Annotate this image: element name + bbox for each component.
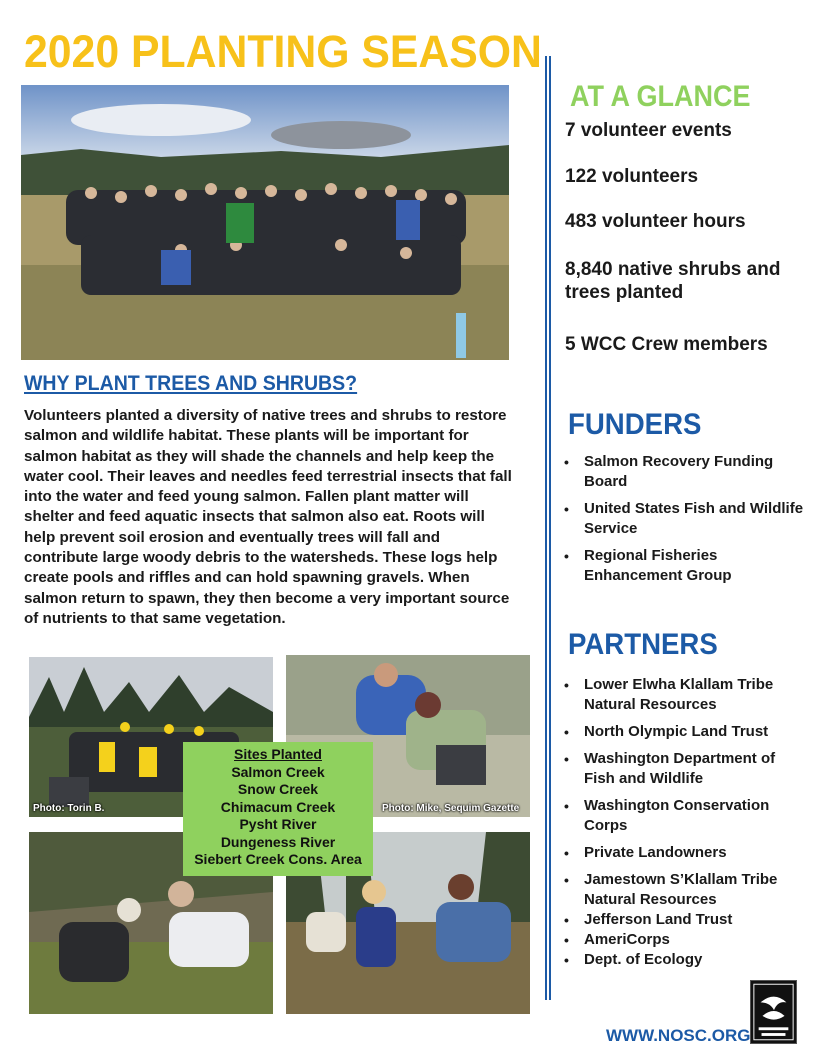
glance-heading: AT A GLANCE (570, 80, 751, 113)
site-item: Salmon Creek (231, 763, 325, 780)
website-link[interactable]: WWW.NOSC.ORG (606, 1026, 751, 1045)
partner-item: • Washington Conservation Corps (560, 796, 810, 836)
site-item: Snow Creek (237, 781, 319, 797)
partner-item: • North Olympic Land Trust (560, 722, 810, 742)
partner-item: • Lower Elwha Klallam Tribe Natural Resources (560, 675, 810, 715)
stat-volunteers: 122 volunteers (565, 166, 699, 187)
funder-item: • United States Fish and Wildlife Service (560, 499, 810, 539)
page-title: 2020 PLANTING SEASON (24, 26, 542, 77)
funder-item: • Salmon Recovery Funding Board (560, 452, 810, 492)
partners-list (560, 675, 810, 970)
site-item: Pysht River (239, 816, 317, 832)
column-divider (545, 56, 551, 1000)
partner-item: • AmeriCorps (560, 930, 810, 950)
funder-item: • Regional Fisheries Enhancement Group (560, 546, 810, 586)
photo-caption: Photo: Mike, Sequim Gazette (382, 803, 520, 814)
stat-plants: 8,840 native shrubs and trees planted (565, 259, 781, 303)
partner-item: • Private Landowners (560, 843, 810, 863)
funders-list (560, 452, 810, 586)
site-item: Chimacum Creek (220, 798, 336, 815)
photo-caption: Photo: Torin B. (33, 803, 105, 814)
partner-item: • Jefferson Land Trust (560, 910, 810, 930)
site-item: Siebert Creek Cons. Area (194, 851, 362, 867)
group-photo (21, 85, 509, 360)
partner-item: • Washington Department of Fish and Wildlife (560, 749, 810, 789)
partner-item: • Dept. of Ecology (560, 950, 810, 970)
why-heading: WHY PLANT TREES AND SHRUBS? (24, 372, 358, 395)
sites-title: Sites Planted (234, 746, 322, 762)
site-item: Dungeness River (220, 833, 336, 850)
stat-events: 7 volunteer events (565, 120, 732, 141)
stat-crew: 5 WCC Crew members (565, 334, 768, 355)
funders-heading: FUNDERS (568, 408, 702, 441)
partner-item: • Jamestown S’Klallam Tribe Natural Resources (560, 870, 810, 910)
nosc-logo (750, 980, 797, 1044)
partners-heading: PARTNERS (568, 628, 718, 661)
sites-planted-box (183, 742, 373, 876)
stat-hours: 483 volunteer hours (565, 211, 746, 232)
why-body-text: Volunteers planted a diversity of native trees and shrubs to restore salmon and wildlife habitat. These plants will be important for salmon habitat as they will shade the channels and help keep the water cool. Their leaves and needles feed terrestrial insects that fall into the water and feed young salmon. Fallen plant matter will shelter and feed aquatic insects that salmon also eat. Roots will help prevent soil erosion and eventually trees will fall and contribute large woody debris to the watersheds. These logs help create pools and riffles and can hold spawning gravels. When salmon return to spawn, they then become a very important source of nutrients to that same vegetation. (24, 407, 512, 627)
